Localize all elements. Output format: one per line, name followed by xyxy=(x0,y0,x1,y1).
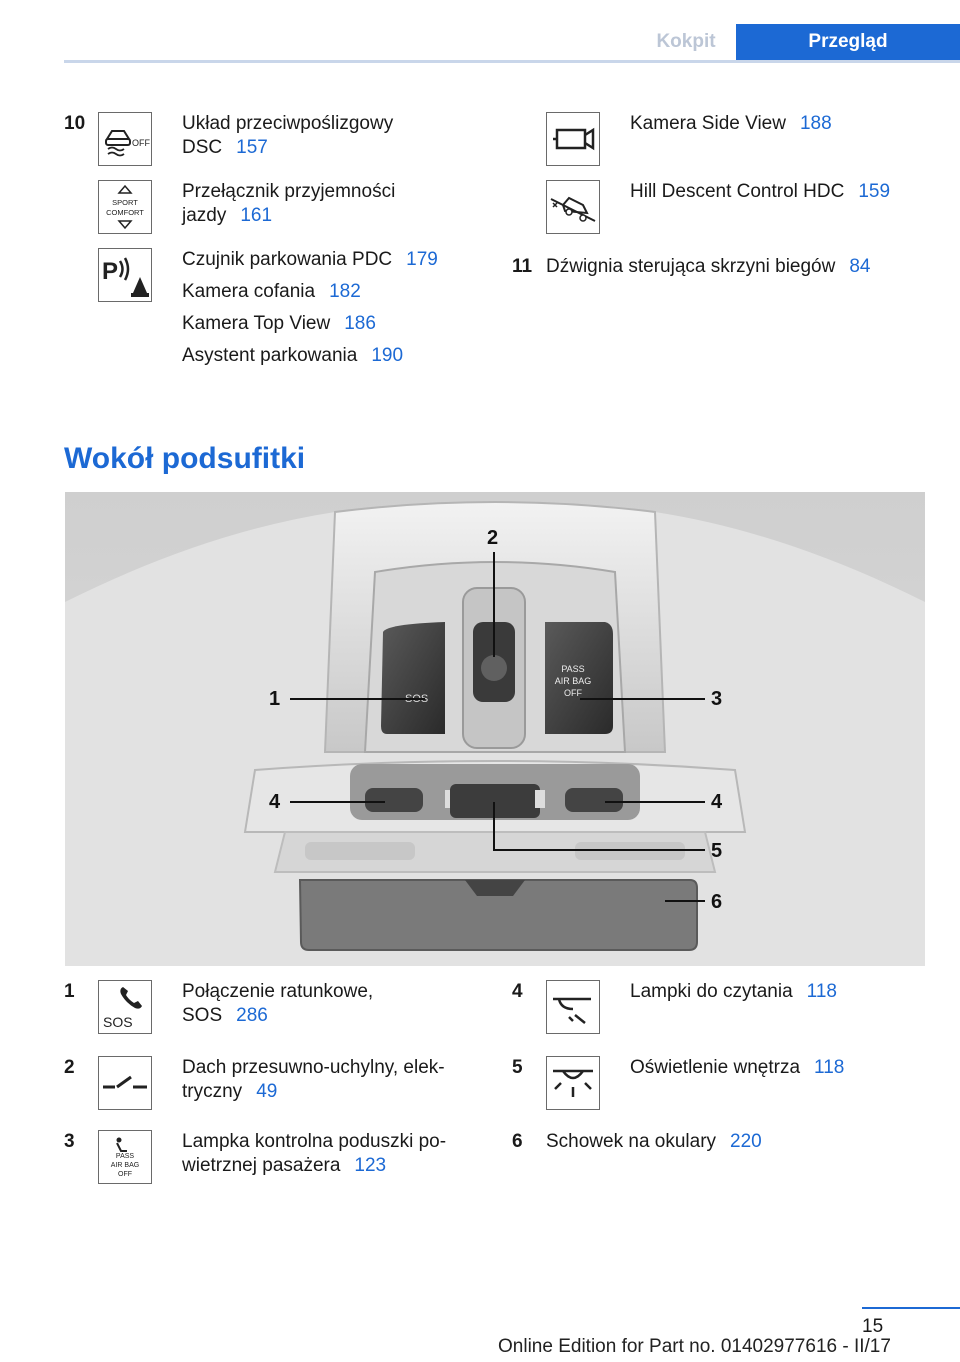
callout-number: 6 xyxy=(711,891,723,913)
legend-number: 3 xyxy=(64,1131,75,1152)
callout-number: 3 xyxy=(711,688,723,710)
entry-text: Asystent parkowania xyxy=(182,345,358,366)
photo-airbag-label: PASS xyxy=(561,664,585,674)
legend-text: Dach przesuwno-uchylny, elek- xyxy=(182,1057,445,1078)
page-link[interactable]: 118 xyxy=(814,1057,845,1078)
dsc-off-icon xyxy=(98,112,152,166)
callout-number: 1 xyxy=(269,688,281,710)
page-link[interactable]: 190 xyxy=(371,345,404,366)
sos-call-icon xyxy=(98,980,152,1034)
sport-comfort-icon xyxy=(98,180,152,234)
passenger-airbag-off-icon xyxy=(98,1130,152,1184)
page-link[interactable]: 123 xyxy=(354,1155,387,1176)
comfort-label: COMFORT xyxy=(106,208,144,217)
parking-pdc-icon xyxy=(98,248,152,302)
legend-item-glasses-case xyxy=(546,1130,762,1154)
legend-item-interior-light xyxy=(630,1056,844,1080)
hill-descent-icon xyxy=(546,180,600,234)
entry-pdc xyxy=(182,248,438,368)
entry-text: jazdy xyxy=(182,205,227,226)
legend-number: 6 xyxy=(512,1131,523,1152)
page-link[interactable]: 286 xyxy=(236,1005,268,1026)
photo-airbag-label: OFF xyxy=(564,688,582,698)
callout-number: 2 xyxy=(487,527,499,549)
legend-text: Schowek na okulary xyxy=(546,1131,717,1152)
reading-lamp-icon xyxy=(546,980,600,1034)
entry-dsc xyxy=(182,112,393,160)
legend-text: wietrznej pasażera xyxy=(182,1155,341,1176)
sport-label: SPORT xyxy=(112,198,138,207)
callout-number: 4 xyxy=(269,791,281,813)
page-link[interactable]: 159 xyxy=(858,181,891,202)
legend-text: Oświetlenie wnętrza xyxy=(630,1057,801,1078)
entry-text: Układ przeciwpoślizgowy xyxy=(182,113,394,134)
page-link[interactable]: 220 xyxy=(730,1131,762,1152)
legend-number: 4 xyxy=(512,981,523,1002)
sos-icon-label: SOS xyxy=(103,1014,133,1030)
callout-number: 4 xyxy=(711,791,723,813)
legend-text: Lampka kontrolna poduszki po- xyxy=(182,1131,447,1152)
entry-hdc xyxy=(630,180,890,204)
page-link[interactable]: 49 xyxy=(256,1081,278,1102)
photo-airbag-label: AIR BAG xyxy=(554,676,592,686)
airbag-icon-label: AIR BAG xyxy=(110,1162,140,1169)
legend-number: 2 xyxy=(64,1057,75,1078)
page-link[interactable]: 161 xyxy=(240,205,273,226)
entry-number: 10 xyxy=(64,113,86,134)
entry-gear-lever xyxy=(546,255,870,279)
side-view-camera-icon xyxy=(546,112,600,166)
svg-text:OFF: OFF xyxy=(132,138,150,148)
section-title: Wokół podsufitki xyxy=(64,442,306,475)
legend-item-reading-lamps xyxy=(630,980,837,1004)
header-divider xyxy=(64,60,960,63)
svg-text:P: P xyxy=(102,258,119,285)
page-number: 15 xyxy=(862,1316,884,1337)
page-link[interactable]: 118 xyxy=(806,981,837,1002)
footer-edition: Online Edition for Part no. 01402977616 - II/17 xyxy=(498,1336,891,1357)
legend-item-airbag xyxy=(182,1130,446,1178)
legend-text: Lampki do czytania xyxy=(630,981,793,1002)
tab-cockpit[interactable]: Kokpit xyxy=(636,24,736,60)
entry-text: Przełącznik przyjemności xyxy=(182,181,396,202)
legend-text: SOS xyxy=(182,1005,223,1026)
entry-side-view xyxy=(630,112,832,136)
entry-text: Dźwignia sterująca skrzyni biegów xyxy=(546,256,836,277)
entry-text: Kamera Side View xyxy=(630,113,786,134)
entry-sport-switch xyxy=(182,180,395,228)
legend-item-sunroof xyxy=(182,1056,445,1104)
roof-console-photo xyxy=(65,492,925,966)
photo-sos-label: SOS xyxy=(405,693,429,705)
legend-text: tryczny xyxy=(182,1081,243,1102)
entry-text: Kamera cofania xyxy=(182,281,316,302)
airbag-icon-label: OFF xyxy=(118,1171,132,1178)
airbag-icon-label: PASS xyxy=(115,1153,135,1160)
legend-number: 1 xyxy=(64,981,75,1002)
page-link[interactable]: 179 xyxy=(406,249,438,270)
tab-overview[interactable]: Przegląd xyxy=(736,24,960,60)
entry-number: 11 xyxy=(512,256,533,277)
entry-text: Kamera Top View xyxy=(182,313,331,334)
legend-number: 5 xyxy=(512,1057,523,1078)
page-link[interactable]: 157 xyxy=(236,137,268,158)
entry-text: Czujnik parkowania PDC xyxy=(182,249,393,270)
entry-text: DSC xyxy=(182,137,223,158)
sunroof-tilt-icon xyxy=(98,1056,152,1110)
entry-text: Hill Descent Control HDC xyxy=(630,181,845,202)
page-link[interactable]: 186 xyxy=(344,313,376,334)
footer-divider xyxy=(862,1307,960,1309)
legend-text: Połączenie ratunkowe, xyxy=(182,981,374,1002)
page-link[interactable]: 188 xyxy=(799,113,832,134)
page-link[interactable]: 84 xyxy=(849,256,871,277)
interior-light-icon xyxy=(546,1056,600,1110)
legend-item-sos xyxy=(182,980,373,1028)
callout-number: 5 xyxy=(711,840,723,862)
page-link[interactable]: 182 xyxy=(329,281,361,302)
